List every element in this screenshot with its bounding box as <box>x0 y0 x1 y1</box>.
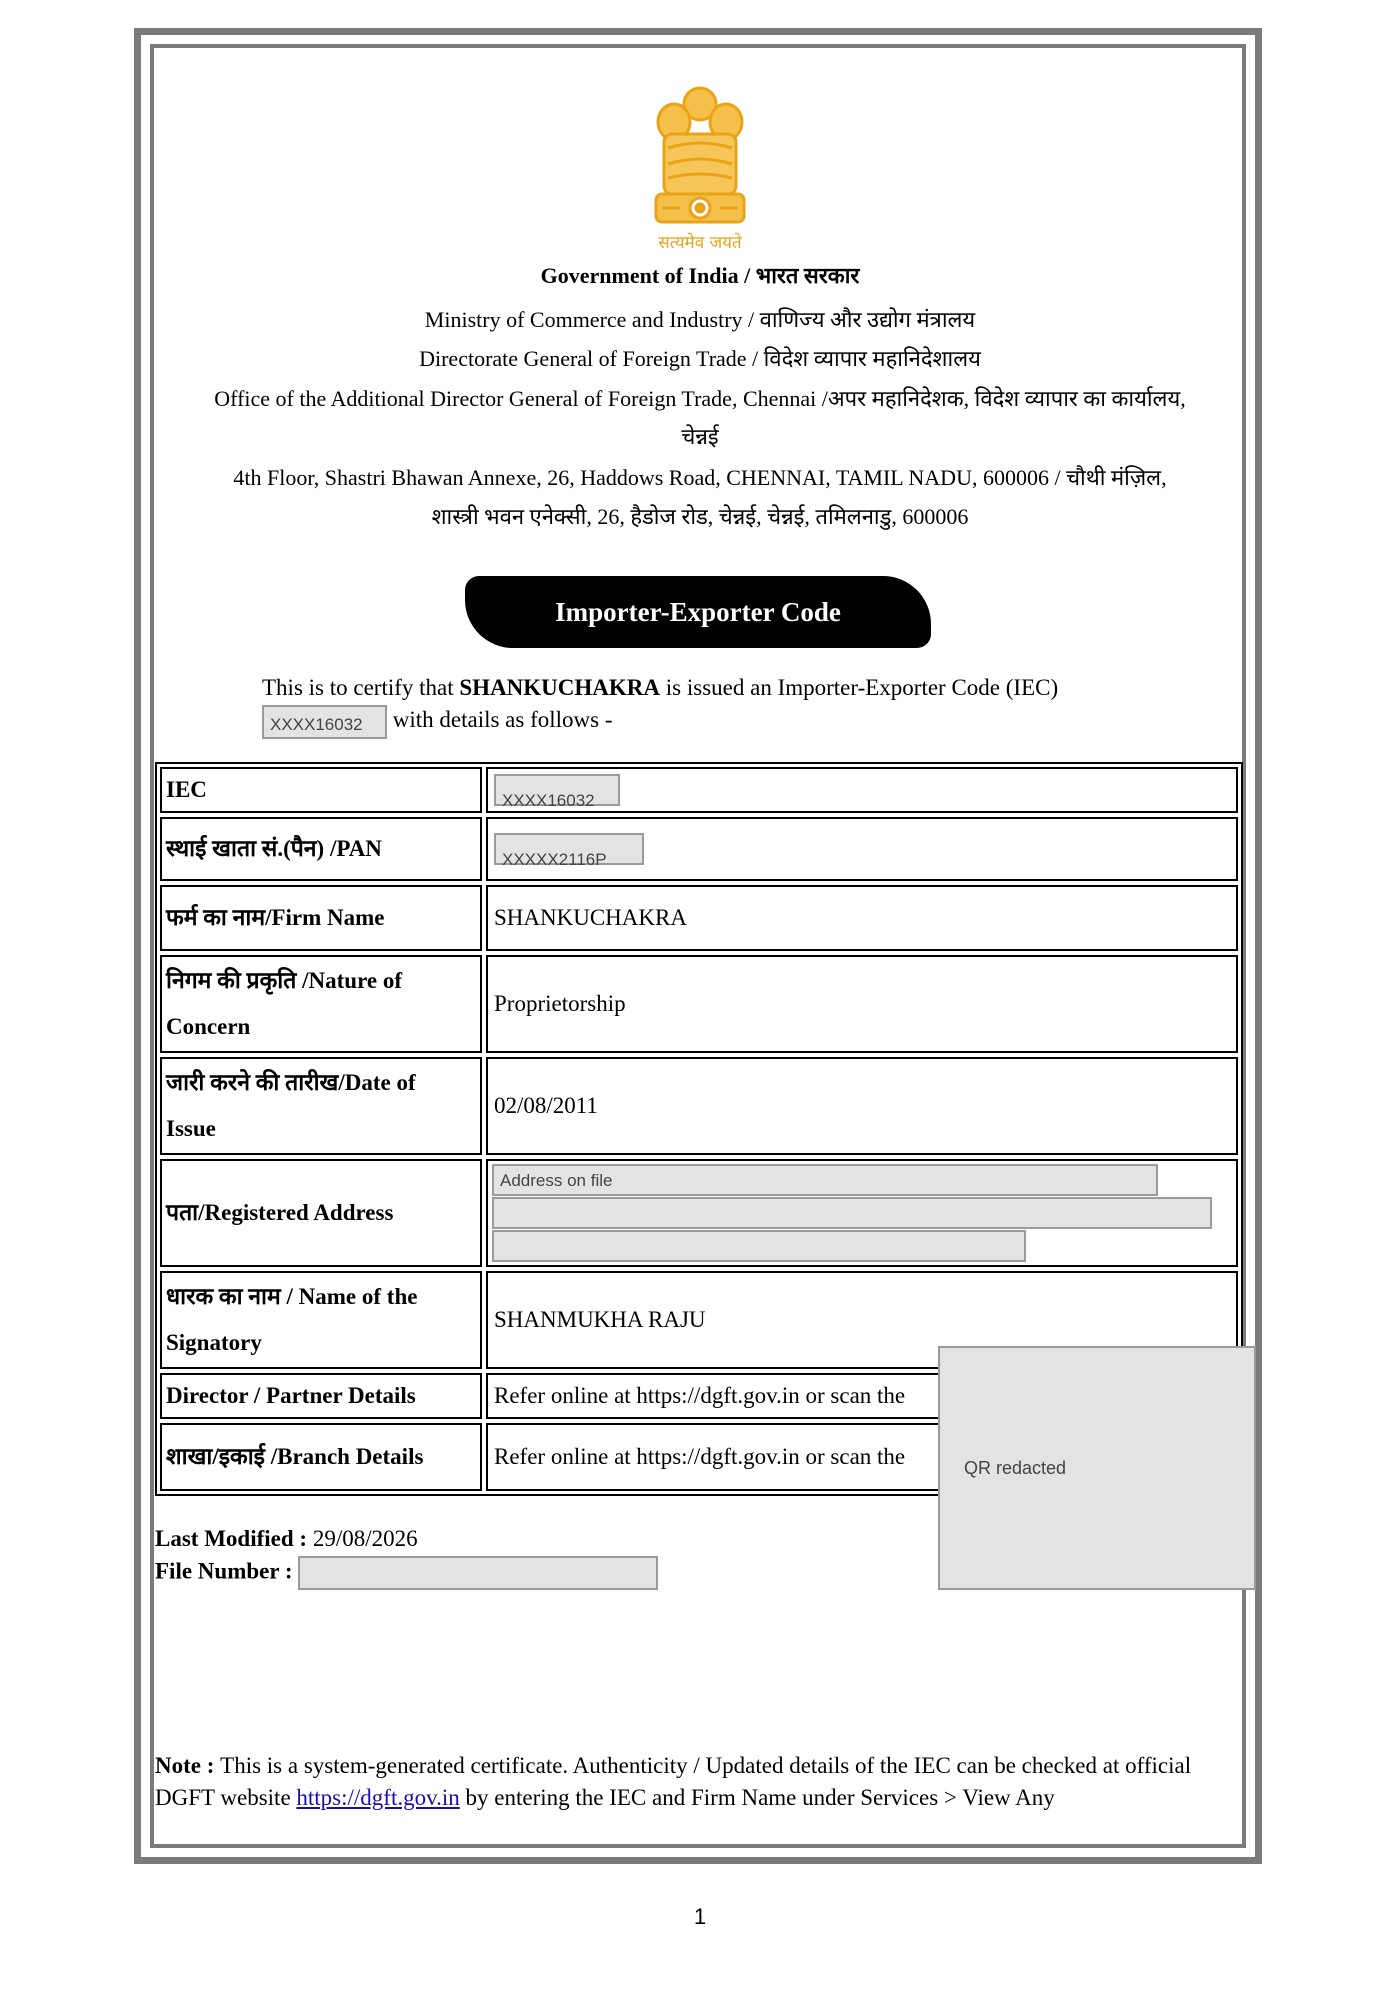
qr-code-redacted: QR redacted <box>938 1346 1256 1590</box>
date-of-issue-value: 02/08/2011 <box>486 1057 1238 1155</box>
nature-of-concern-label: निगम की प्रकृति /Nature of Concern <box>160 955 482 1053</box>
iec-value-cell <box>486 767 1238 813</box>
registered-address-value: Address on file <box>492 1164 1158 1196</box>
last-modified: Last Modified : 29/08/2026 <box>155 1526 418 1551</box>
address-line-2: शास्त्री भवन एनेक्सी, 26, हैडोज रोड, चेन्नई, चेन्नई, तमिलनाडु, 600006 <box>431 504 969 529</box>
certify-statement: This is to certify that SHANKUCHAKRA is issued an Importer-Exporter Code (IEC) XXXX16032 with details as follows - <box>262 672 1162 739</box>
registered-address-label: पता/Registered Address <box>160 1159 482 1267</box>
iec-label: IEC <box>160 767 482 813</box>
nature-of-concern-value: Proprietorship <box>486 955 1238 1053</box>
pan-value-cell <box>486 817 1238 881</box>
certify-iec-redacted: XXXX16032 <box>262 705 387 739</box>
director-details-label: Director / Partner Details <box>160 1373 482 1419</box>
directorate-line: Directorate General of Foreign Trade / विदेश व्यापार महानिदेशालय <box>419 346 981 371</box>
address-redaction-bar-3 <box>492 1230 1026 1262</box>
national-emblem-icon <box>640 78 760 253</box>
office-line-2: चेन्नई <box>681 424 719 449</box>
file-number: File Number : <box>155 1556 658 1590</box>
certify-firm: SHANKUCHAKRA <box>459 675 661 700</box>
director-details-value: Refer online at https://dgft.gov.in or scan the <box>486 1373 1238 1419</box>
firm-name-value: SHANKUCHAKRA <box>486 885 1238 951</box>
ministry-line: Ministry of Commerce and Industry / वाणिज्य और उद्योग मंत्रालय <box>424 307 976 332</box>
pan-value: XXXXX2116P <box>494 833 644 865</box>
signatory-value: SHANMUKHA RAJU <box>486 1271 1238 1369</box>
date-of-issue-label: जारी करने की तारीख/Date of Issue <box>160 1057 482 1155</box>
address-redaction-bar-2 <box>492 1197 1212 1229</box>
branch-details-label: शाखा/इकाई /Branch Details <box>160 1423 482 1491</box>
address-line-1: 4th Floor, Shastri Bhawan Annexe, 26, Haddows Road, CHENNAI, TAMIL NADU, 600006 / चौथी मंज़िल, <box>233 465 1167 490</box>
office-line-1: Office of the Additional Director General of Foreign Trade, Chennai /अपर महानिदेशक, विदेश व्यापार का कार्यालय, <box>214 386 1186 411</box>
certificate-title: Importer-Exporter Code <box>465 576 931 648</box>
note-text: Note : This is a system-generated certificate. Authenticity / Updated details of the IEC can be checked at official DGFT website https://dgft.gov.in by entering the IEC and Firm Name under Services > View Any <box>155 1753 1192 1810</box>
dgft-website-link[interactable]: https://dgft.gov.in <box>296 1785 460 1810</box>
branch-details-value: Refer online at https://dgft.gov.in or scan the <box>486 1423 1238 1491</box>
pan-label: स्थाई खाता सं.(पैन) /PAN <box>160 817 482 881</box>
government-heading: Government of India / भारत सरकार <box>540 263 860 288</box>
firm-name-label: फर्म का नाम/Firm Name <box>160 885 482 951</box>
emblem-motto: सत्यमेव जयते <box>658 233 742 253</box>
iec-value: XXXX16032 <box>494 774 620 806</box>
registered-address-value-cell <box>486 1159 1238 1267</box>
page-number: 1 <box>693 1904 707 1929</box>
file-number-redacted <box>298 1556 658 1590</box>
signatory-label: धारक का नाम / Name of the Signatory <box>160 1271 482 1369</box>
